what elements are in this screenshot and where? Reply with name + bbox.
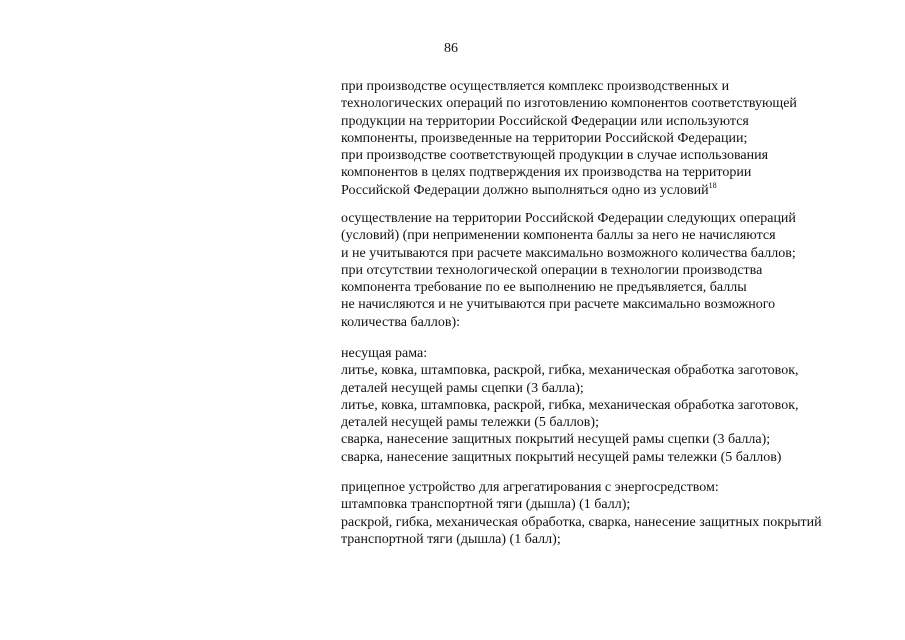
paragraph-load-bearing-frame — [341, 345, 799, 466]
text-line: при производстве осуществляется комплекс производственных и — [341, 79, 730, 94]
text-line: компонентов в целях подтверждения их производства на территории — [341, 165, 752, 181]
text-line: продукции на территории Российской Федерации или используются — [341, 113, 749, 129]
text-line: раскрой, гибка, механическая обработка, сварка, нанесение защитных покрытий — [341, 514, 822, 530]
text-line: осуществление на территории Российской Федерации следующих операций — [341, 211, 796, 226]
text-line: деталей несущей рамы сцепки (3 балла); — [341, 380, 584, 396]
text-line: при производстве соответствующей продукции в случае использования — [341, 148, 769, 164]
text-line: компонента требование по ее выполнению не предъявляется, баллы — [341, 280, 747, 296]
text-line-content: Российской Федерации должно выполняться одно из условий — [341, 182, 709, 198]
text-line: при отсутствии технологической операции в технологии производства — [341, 262, 763, 278]
text-line: не начисляются и не учитываются при расчете максимально возможного — [341, 297, 776, 313]
text-line: несущая рама: — [341, 346, 428, 361]
text-line: и не учитываются при расчете максимально возможного количества баллов; — [341, 245, 796, 261]
footnote-marker: 18 — [708, 180, 717, 190]
text-line: литье, ковка, штамповка, раскрой, гибка, механическая обработка заготовок, — [341, 397, 799, 413]
paragraph-operations-conditions — [341, 210, 796, 331]
page-number: 86 — [444, 41, 458, 56]
text-line: сварка, нанесение защитных покрытий несущей рамы сцепки (3 балла); — [341, 432, 771, 448]
text-line: сварка, нанесение защитных покрытий несущей рамы тележки (5 баллов) — [341, 449, 782, 465]
text-line: литье, ковка, штамповка, раскрой, гибка, механическая обработка заготовок, — [341, 363, 799, 379]
text-line: деталей несущей рамы тележки (5 баллов); — [341, 415, 599, 431]
text-line-with-footnote — [341, 182, 797, 199]
text-line: (условий) (при неприменении компонента баллы за него не начисляются — [341, 228, 776, 244]
paragraph-production-conditions — [341, 78, 797, 199]
text-line: прицепное устройство для агрегатирования с энергосредством: — [341, 480, 719, 495]
text-line: технологических операций по изготовлению компонентов соответствующей — [341, 96, 797, 112]
text-line: штамповка транспортной тяги (дышла) (1 балл); — [341, 497, 631, 513]
text-line: транспортной тяги (дышла) (1 балл); — [341, 531, 561, 547]
text-line: количества баллов): — [341, 314, 461, 330]
paragraph-hitch-device — [341, 479, 822, 548]
text-line: компоненты, произведенные на территории Российской Федерации; — [341, 130, 748, 146]
